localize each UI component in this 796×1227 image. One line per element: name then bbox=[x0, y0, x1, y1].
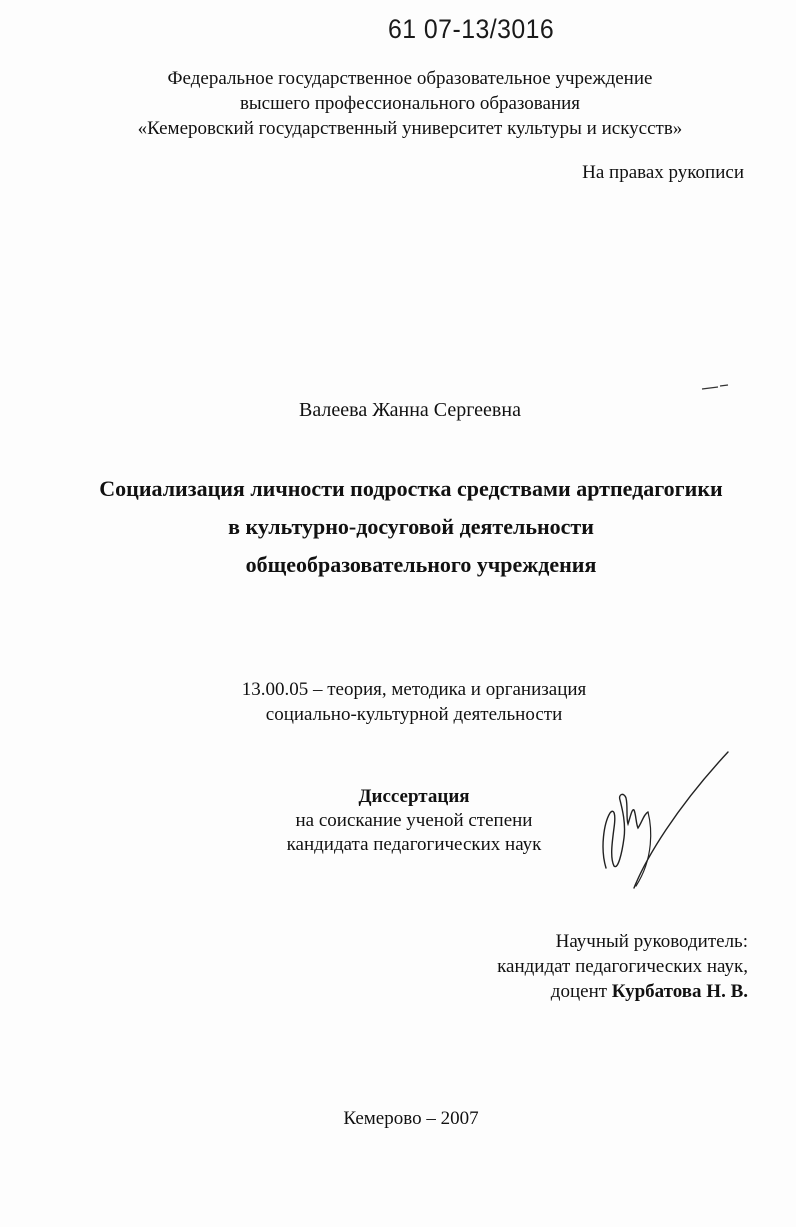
supervisor-position: доцент bbox=[550, 981, 608, 1002]
handwritten-signature-icon bbox=[596, 748, 736, 893]
specialty-code bbox=[16, 677, 796, 727]
specialty-line-2: социально-культурной деятельности bbox=[265, 704, 563, 725]
title-line-3: общеобразовательного учреждения bbox=[245, 552, 597, 577]
institution-line-1: Федеральное государственное образовательное учреждение bbox=[167, 68, 653, 89]
institution-header bbox=[12, 66, 796, 141]
institution-line-3: «Кемеровский государственный университет культуры и искусств» bbox=[137, 118, 683, 139]
scientific-supervisor bbox=[497, 929, 748, 1004]
author-name: Валеева Жанна Сергеевна bbox=[299, 399, 521, 421]
supervisor-position-line bbox=[497, 979, 748, 1004]
supervisor-degree: кандидат педагогических наук, bbox=[497, 956, 748, 977]
degree-line-2: кандидата педагогических наук bbox=[286, 834, 542, 855]
supervisor-label: Научный руководитель: bbox=[555, 931, 748, 952]
dissertation-title bbox=[0, 470, 796, 584]
manuscript-rights-note: На правах рукописи bbox=[582, 162, 744, 183]
archive-stamp-number: 61 07-13/3016 bbox=[388, 14, 555, 44]
title-line-1: Социализация личности подростка средствами артпедагогики bbox=[99, 476, 723, 501]
city-year: Кемерово – 2007 bbox=[343, 1108, 479, 1129]
specialty-line-1: 13.00.05 – теория, методика и организация bbox=[241, 679, 587, 700]
stray-mark-icon bbox=[700, 382, 730, 392]
dissertation-label: Диссертация bbox=[358, 786, 470, 807]
title-line-2: в культурно-досуговой деятельности bbox=[228, 514, 594, 539]
institution-line-2: высшего профессионального образования bbox=[239, 93, 581, 114]
degree-line-1: на соискание ученой степени bbox=[295, 810, 533, 831]
supervisor-name: Курбатова Н. В. bbox=[611, 981, 748, 1002]
